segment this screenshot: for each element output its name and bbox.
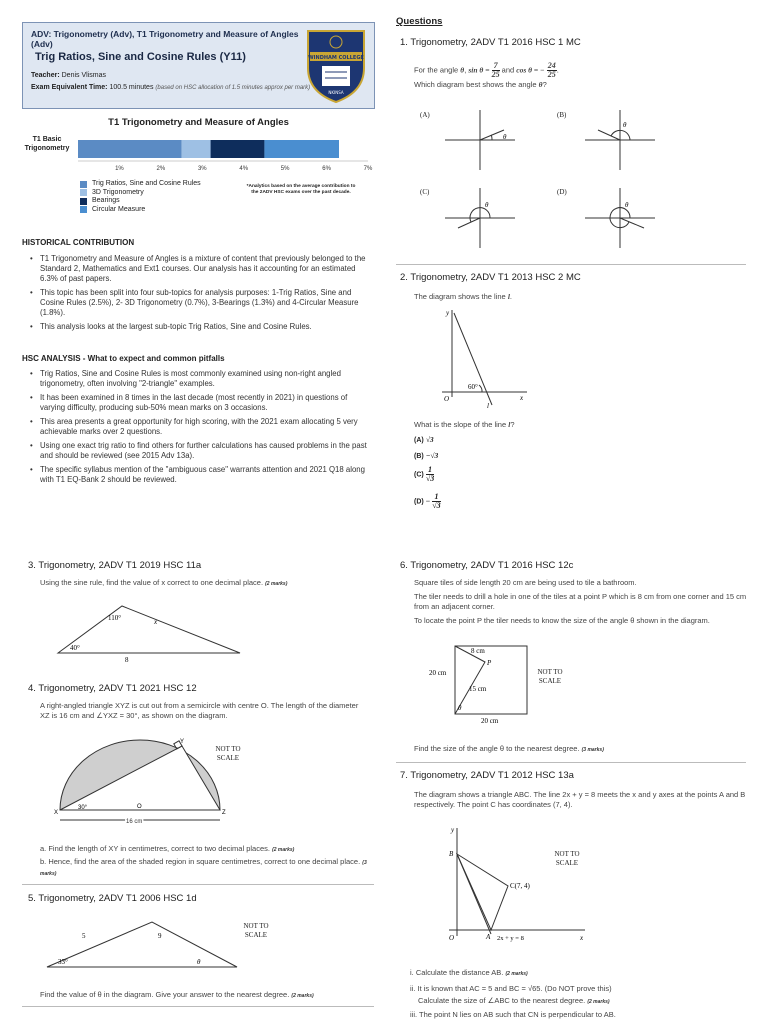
svg-text:O: O (449, 934, 455, 942)
q5-angle: 33° (58, 958, 68, 966)
q5-not-to-scale: NOT TO SCALE (243, 922, 269, 939)
q5-side-5: 5 (82, 932, 86, 940)
q7-part-ii: ii. It is known that AC = 5 and BC = √65. (Do NOT prove this) (410, 984, 612, 993)
svg-text:Z: Z (222, 810, 226, 816)
x-tick-label: 1% (115, 166, 124, 172)
bar-segment-1 (78, 140, 182, 158)
q7-point-c: C(7, 4) (510, 882, 530, 890)
list-item: • It has been examined in 8 times in the last decade (most recently in 2021) in questions of varying difficulty, producing sub-50% mean marks on 3 occasions. (30, 393, 370, 413)
list-item: • Trig Ratios, Sine and Cosine Rules is most commonly examined using non-right angled trigonometry, often involving "2-triangle" examples. (30, 369, 370, 389)
q5-stem: Find the value of θ in the diagram. Give your answer to the nearest degree. (2 marks) (40, 990, 314, 999)
svg-text:θ: θ (503, 133, 507, 141)
legend-item: 3D Trigonometry (80, 189, 201, 198)
q6-len-8: 8 cm (471, 647, 485, 655)
q7-coordinate-diagram (445, 824, 590, 946)
x-tick-label: 4% (239, 166, 249, 172)
bar-segment-3 (211, 140, 265, 158)
teacher-line: Teacher: Denis Vlismas (31, 72, 106, 79)
historical-heading: HISTORICAL CONTRIBUTION (22, 238, 135, 247)
svg-text:A: A (486, 933, 491, 941)
hsc-heading: HSC ANALYSIS - What to expect and common pitfalls (22, 354, 225, 363)
q4-stem: A right-angled triangle XYZ is cut out from a semicircle with centre O. The length of the diameter XZ is 16 cm and ∠YXZ = 30°, as shown on the diagram. (40, 701, 359, 720)
chart-legend (80, 180, 201, 214)
list-item: • This topic has been split into four sub-topics for analysis purposes: 1-Trig Ratios, Sine and Cosine Rules (2.5%), 2- 3D Trigonometry (0.7%), 3-Bearings (1.3%) and 4-Circular Measure (1.8%). (30, 288, 370, 318)
legend-swatch-3 (80, 198, 87, 205)
q2-option-a[interactable]: (A) √3 (414, 435, 434, 444)
svg-text:θ: θ (458, 704, 462, 712)
legend-item: Trig Ratios, Sine and Cosine Rules (80, 180, 201, 189)
q3-angle-top: 110° (108, 614, 122, 622)
x-tick-label: 6% (322, 166, 331, 172)
analytics-note: *Analytics based on the average contribution to the 2ADV HSC exams over the past decade. (246, 184, 356, 195)
q6-p1: Square tiles of side length 20 cm are being used to tile a bathroom. (414, 578, 637, 587)
q6-len-20-left: 20 cm (429, 669, 447, 677)
q7-part-ii-b: Calculate the size of ∠ABC to the nearest degree. (2 marks) (418, 996, 610, 1005)
chart-category-label: T1 Basic Trigonometry (24, 136, 70, 152)
svg-text:O: O (137, 804, 142, 810)
legend-swatch-2 (80, 189, 87, 196)
q5-side-9: 9 (158, 932, 162, 940)
q6-not-to-scale: NOT TO SCALE (537, 668, 563, 685)
q1-diagram-a (440, 105, 520, 175)
svg-text:θ: θ (197, 958, 201, 966)
q1-diagram-d (580, 183, 660, 253)
svg-text:B: B (449, 850, 454, 858)
legend-swatch-4 (80, 206, 87, 213)
list-item: • The specific syllabus mention of the "ambiguous case" warrants attention and 2021 Q18 along with T1 EQ-Bank 2 should be reviewed. (30, 465, 370, 485)
svg-text:θ: θ (625, 201, 629, 209)
q6-len-20-bottom: 20 cm (481, 717, 499, 725)
divider (396, 762, 746, 763)
list-item: • This area presents a great opportunity for high scoring, with the 2021 exam allocating 5 very achievable marks over 2 questions. (30, 417, 370, 437)
q1-title: 1. Trigonometry, 2ADV T1 2016 HSC 1 MC (400, 37, 581, 48)
q6-p2: The tiler needs to drill a hole in one of the tiles at a point P which is 8 cm from one corner and 15 cm from an adjacent corner. (414, 592, 747, 611)
svg-text:θ: θ (485, 201, 489, 209)
q2-prompt: What is the slope of the line l? (414, 420, 515, 429)
divider (22, 884, 374, 885)
legend-item: Circular Measure (80, 206, 201, 215)
svg-text:O: O (444, 395, 450, 403)
q6-prompt: Find the size of the angle θ to the nearest degree. (3 marks) (414, 744, 604, 753)
svg-text:P: P (487, 659, 492, 667)
hsc-list (30, 369, 370, 489)
q1-option-a-label[interactable]: (A) (420, 111, 430, 119)
q1-stem: For the angle θ, sin θ = $\frac{7}{25}$ and cos θ = − $\frac{24}{25}$ . (414, 61, 559, 79)
q3-side-x: x (154, 618, 158, 626)
svg-text:x: x (580, 934, 584, 942)
q2-stem: The diagram shows the line l. (414, 292, 512, 301)
school-crest-logo (305, 28, 367, 104)
q2-title: 2. Trigonometry, 2ADV T1 2013 HSC 2 MC (400, 272, 581, 283)
q3-stem: Using the sine rule, find the value of x correct to one decimal place. (2 marks) (40, 578, 288, 587)
q5-triangle-diagram (42, 912, 242, 972)
q1-prompt: Which diagram best shows the angle θ? (414, 80, 547, 89)
q3-triangle-diagram (50, 598, 250, 668)
q4-angle: 30° (78, 805, 88, 811)
page-title: Trig Ratios, Sine and Cosine Rules (Y11) (35, 51, 246, 63)
q4-not-to-scale: NOT TO SCALE (215, 745, 241, 762)
x-tick-label: 2% (156, 166, 166, 172)
q6-tile-diagram (425, 640, 575, 732)
x-tick-label: 7% (363, 166, 373, 172)
q4-semicircle-diagram (50, 728, 250, 828)
q3-angle-left: 40° (70, 644, 80, 652)
q7-part-i: i. Calculate the distance AB. (2 marks) (410, 968, 528, 977)
q6-title: 6. Trigonometry, 2ADV T1 2016 HSC 12c (400, 560, 574, 571)
q6-p3: To locate the point P the tiler needs to know the size of the angle θ shown in the diagram. (414, 616, 710, 625)
topic-line: ADV: Trigonometry (Adv), T1 Trigonometry and Measure of Angles (Adv) (31, 29, 299, 49)
q7-stem: The diagram shows a triangle ABC. The line 2x + y = 8 meets the x and y axes at the points A and B respectively. The point C has coordinates (7, 4). (414, 790, 746, 809)
svg-text:y: y (446, 309, 450, 317)
svg-text:Y: Y (180, 739, 185, 745)
list-item: • T1 Trigonometry and Measure of Angles is a mixture of content that previously belonged to the Standard 2, Mathematics and Ext1 courses. Our analysis has it accounting for an estimated 6.3% of past papers. (30, 254, 370, 284)
svg-text:NKINSA: NKINSA (328, 90, 344, 95)
q2-line-label: l (487, 402, 489, 410)
divider (22, 1006, 374, 1007)
exam-time: Exam Equivalent Time: 100.5 minutes (based on HSC allocation of 1.5 minutes approx per mark) (31, 84, 311, 91)
q2-option-d[interactable]: (D) − $\frac{1}{√3}$ (414, 492, 441, 510)
q2-line-diagram (412, 305, 532, 410)
q1-option-c-label[interactable]: (C) (420, 188, 430, 196)
q4-part-b: b. Hence, find the area of the shaded region in square centimetres, correct to one decimal place. (3 marks) (40, 857, 367, 877)
q7-not-to-scale: NOT TO SCALE (554, 850, 580, 867)
q6-len-15: 15 cm (469, 685, 487, 693)
q3-side-8: 8 (125, 656, 129, 664)
stacked-bar-chart (78, 137, 374, 179)
q1-option-d-label[interactable]: (D) (557, 188, 567, 196)
q1-diagram-b (580, 105, 660, 175)
q2-angle-label: 60° (468, 383, 478, 391)
x-tick-label: 5% (280, 166, 290, 172)
q5-title: 5. Trigonometry, 2ADV T1 2006 HSC 1d (28, 893, 197, 904)
q7-part-iii: iii. The point N lies on AB such that CN is perpendicular to AB. (410, 1010, 616, 1019)
divider (396, 264, 746, 265)
q3-title: 3. Trigonometry, 2ADV T1 2019 HSC 11a (28, 560, 202, 571)
chart-title: T1 Trigonometry and Measure of Angles (108, 117, 289, 128)
questions-heading: Questions (396, 16, 443, 27)
q2-option-b[interactable]: (B) −√3 (414, 451, 439, 460)
q4-part-a: a. Find the length of XY in centimetres, correct to two decimal places. (2 marks) (40, 844, 295, 853)
legend-item: Bearings (80, 197, 201, 206)
bar-segment-2 (182, 140, 211, 158)
q1-option-b-label[interactable]: (B) (557, 111, 567, 119)
svg-text:y: y (451, 826, 455, 834)
q4-title: 4. Trigonometry, 2ADV T1 2021 HSC 12 (28, 683, 197, 694)
q4-length: 16 cm (126, 819, 143, 825)
q1-diagram-c (440, 183, 520, 253)
legend-swatch-1 (80, 181, 87, 188)
list-item: • Using one exact trig ratio to find others for further calculations has caused problems in the past and should be reviewed (see 2015 Adv 13a). (30, 441, 370, 461)
svg-text:θ: θ (623, 121, 627, 129)
svg-text:X: X (54, 810, 59, 816)
list-item: • This analysis looks at the largest sub-topic Trig Ratios, Sine and Cosine Rules. (30, 322, 370, 332)
header-box (22, 22, 375, 109)
q7-line-label: 2x + y = 8 (497, 935, 524, 942)
x-tick-label: 3% (197, 166, 207, 172)
historical-list (30, 254, 370, 336)
q7-title: 7. Trigonometry, 2ADV T1 2012 HSC 13a (400, 770, 574, 781)
svg-text:x: x (520, 394, 524, 402)
q2-option-c[interactable]: (C) $\frac{1}{√3}$ (414, 465, 435, 483)
bar-segment-4 (264, 140, 339, 158)
svg-text:WINDHAM COLLEGE: WINDHAM COLLEGE (308, 55, 364, 61)
